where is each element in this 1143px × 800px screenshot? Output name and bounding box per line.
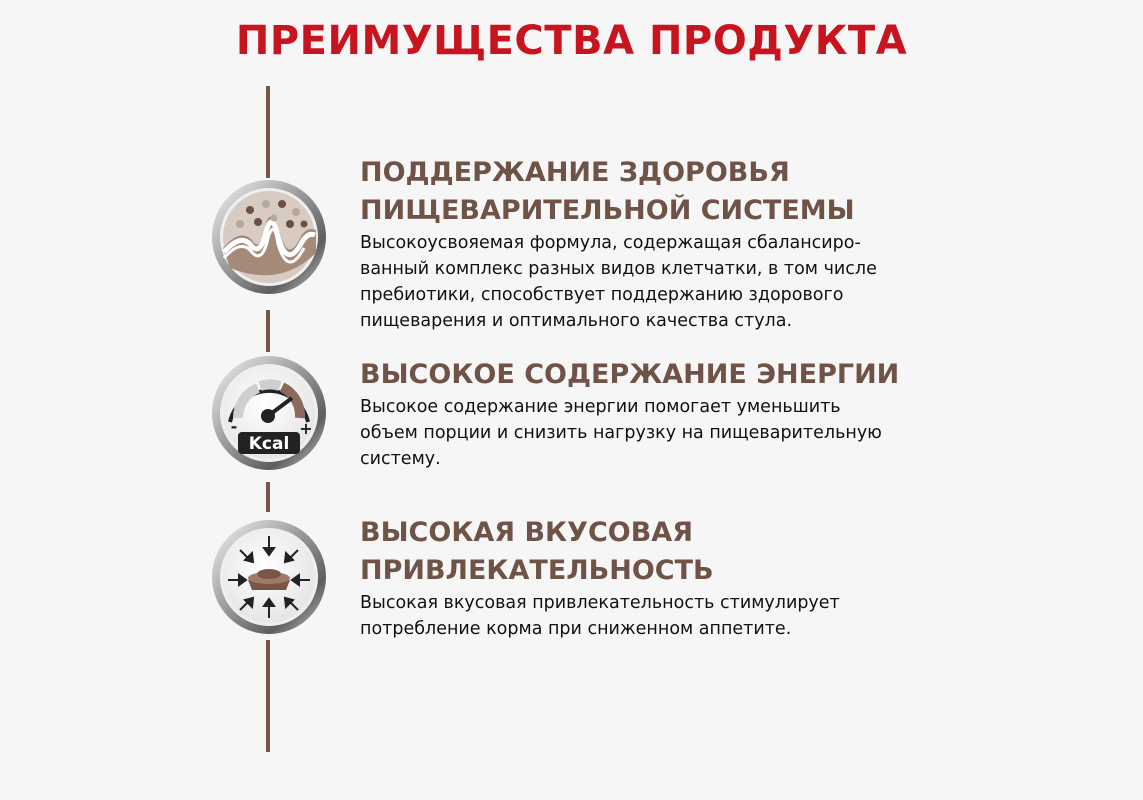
food-bowl-palatability-icon <box>210 518 328 636</box>
timeline-line-segment <box>266 482 270 512</box>
timeline-line-segment <box>266 310 270 352</box>
benefit-description: Высокоусвояемая формула, содержащая сбалансиро- ванный комплекс разных видов клетчатки, в том числе пребиотики, способствует поддержанию здорового пищеварения и оптимального качества стула. <box>360 233 877 331</box>
plus-sign: + <box>299 419 313 438</box>
digestive-health-icon <box>210 178 328 296</box>
timeline-line-top <box>266 86 270 178</box>
benefit-heading: ВЫСОКОЕ СОДЕРЖАНИЕ ЭНЕРГИИ <box>360 359 900 390</box>
benefit-description: Высокое содержание энергии помогает уменьшить объем порции и снизить нагрузку на пищеварительную систему. <box>360 397 882 469</box>
minus-sign: - <box>230 417 238 436</box>
kcal-gauge-icon <box>210 354 328 472</box>
page-title: ПРЕИМУЩЕСТВА ПРОДУКТА <box>235 18 908 64</box>
benefit-heading: ВЫСОКАЯ ВКУСОВАЯ ПРИВЛЕКАТЕЛЬНОСТЬ <box>360 517 714 586</box>
benefit-palatability <box>360 514 980 642</box>
kcal-label: Kcal <box>248 434 290 454</box>
benefit-heading: ПОДДЕРЖАНИЕ ЗДОРОВЬЯ ПИЩЕВАРИТЕЛЬНОЙ СИСТЕМЫ <box>360 157 855 226</box>
benefit-description: Высокая вкусовая привлекательность стимулирует потребление корма при сниженном аппетите. <box>360 593 840 639</box>
timeline-line-bottom <box>266 640 270 752</box>
benefit-digestive <box>360 154 980 334</box>
benefit-energy <box>360 356 980 472</box>
